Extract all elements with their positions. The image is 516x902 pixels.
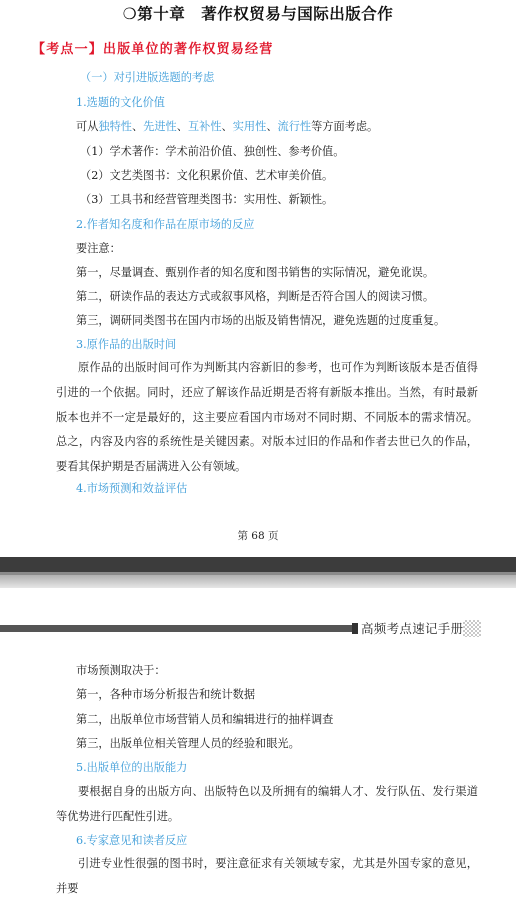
sep: 、	[131, 120, 144, 133]
intro-post: 等方面考虑。	[311, 120, 379, 133]
header-rule-cap	[352, 623, 358, 634]
item1-heading: 1.选题的文化价值	[76, 96, 165, 109]
intro-pre: 可从	[76, 120, 99, 133]
item3-heading: 3.原作品的出版时间	[76, 338, 177, 351]
checker-pattern-icon	[463, 620, 481, 637]
item2-point: 第三，调研同类图书在国内市场的出版及销售情况，避免选题的过度重复。	[76, 314, 446, 327]
item5-paragraph: 要根据自身的出版方向、出版特色以及所拥有的编辑人才、发行队伍、发行渠道等优势进行匹配性引进。	[56, 785, 478, 823]
item1-point: （1）学术著作：学术前沿价值、独创性、参考价值。	[80, 145, 345, 158]
item2-heading: 2.作者知名度和作品在原市场的反应	[76, 218, 255, 231]
market-point: 第三，出版单位相关管理人员的经验和眼光。	[76, 737, 300, 750]
item2-note: 要注意：	[76, 242, 121, 255]
keyword-complementary: 互补性	[187, 120, 222, 133]
running-header-title: 高频考点速记手册	[361, 621, 464, 636]
page-separator	[0, 557, 516, 588]
item2-point: 第二，研读作品的表达方式或叙事风格，判断是否符合国人的阅读习惯。	[76, 290, 435, 303]
market-point: 第一，各种市场分析报告和统计数据	[76, 688, 256, 701]
header-rule	[0, 625, 356, 632]
keyword-uniqueness: 独特性	[98, 120, 132, 133]
market-point: 第二，出版单位市场营销人员和编辑进行的抽样调查	[76, 713, 334, 726]
keyword-advanced: 先进性	[143, 120, 177, 133]
item5-heading: 5.出版单位的出版能力	[76, 761, 188, 774]
chapter-title: ❍第十章 著作权贸易与国际出版合作	[122, 5, 394, 23]
kaodian-title: 【考点一】出版单位的著作权贸易经营	[32, 42, 274, 57]
item1-point: （2）文艺类图书：文化积累价值、艺术审美价值。	[80, 169, 334, 182]
keyword-practical: 实用性	[232, 120, 267, 133]
item2-point: 第一，尽量调查、甄别作者的知名度和图书销售的实际情况，避免讹误。	[76, 266, 435, 279]
sep: 、	[176, 120, 188, 133]
market-intro: 市场预测取决于：	[76, 664, 166, 677]
item3-paragraph: 原作品的出版时间可作为判断其内容新旧的参考，也可作为判断该版本是否值得引进的一个依据。同时，还应了解该作品近期是否将有新版本推出。当然，有时最新版本也并不一定是最好的，这主要应看国内市场对不同时期、不同版本的需求情况。总之，内容及内容的系统性是关键因素。对版本过旧的作品和作者去世已久的作品，要看其保护期是否届满进入公有领域。	[56, 361, 478, 474]
sep: 、	[266, 120, 278, 133]
item1-point: （3）工具书和经营管理类图书：实用性、新颖性。	[80, 193, 334, 206]
document-page-69	[0, 588, 516, 895]
item6-heading: 6.专家意见和读者反应	[76, 834, 188, 847]
page-number: 第 68 页	[237, 530, 279, 542]
sep: 、	[221, 120, 233, 133]
separator-shadow-band	[0, 575, 516, 588]
item1-intro	[76, 120, 378, 134]
keyword-popular: 流行性	[277, 120, 312, 133]
item4-heading: 4.市场预测和效益评估	[76, 482, 188, 495]
item6-paragraph: 引进专业性很强的图书时，要注意征求有关领域专家，尤其是外国专家的意见，并要	[56, 857, 478, 895]
separator-dark-band	[0, 557, 516, 572]
section-heading: （一）对引进版选题的考虑	[80, 71, 215, 84]
